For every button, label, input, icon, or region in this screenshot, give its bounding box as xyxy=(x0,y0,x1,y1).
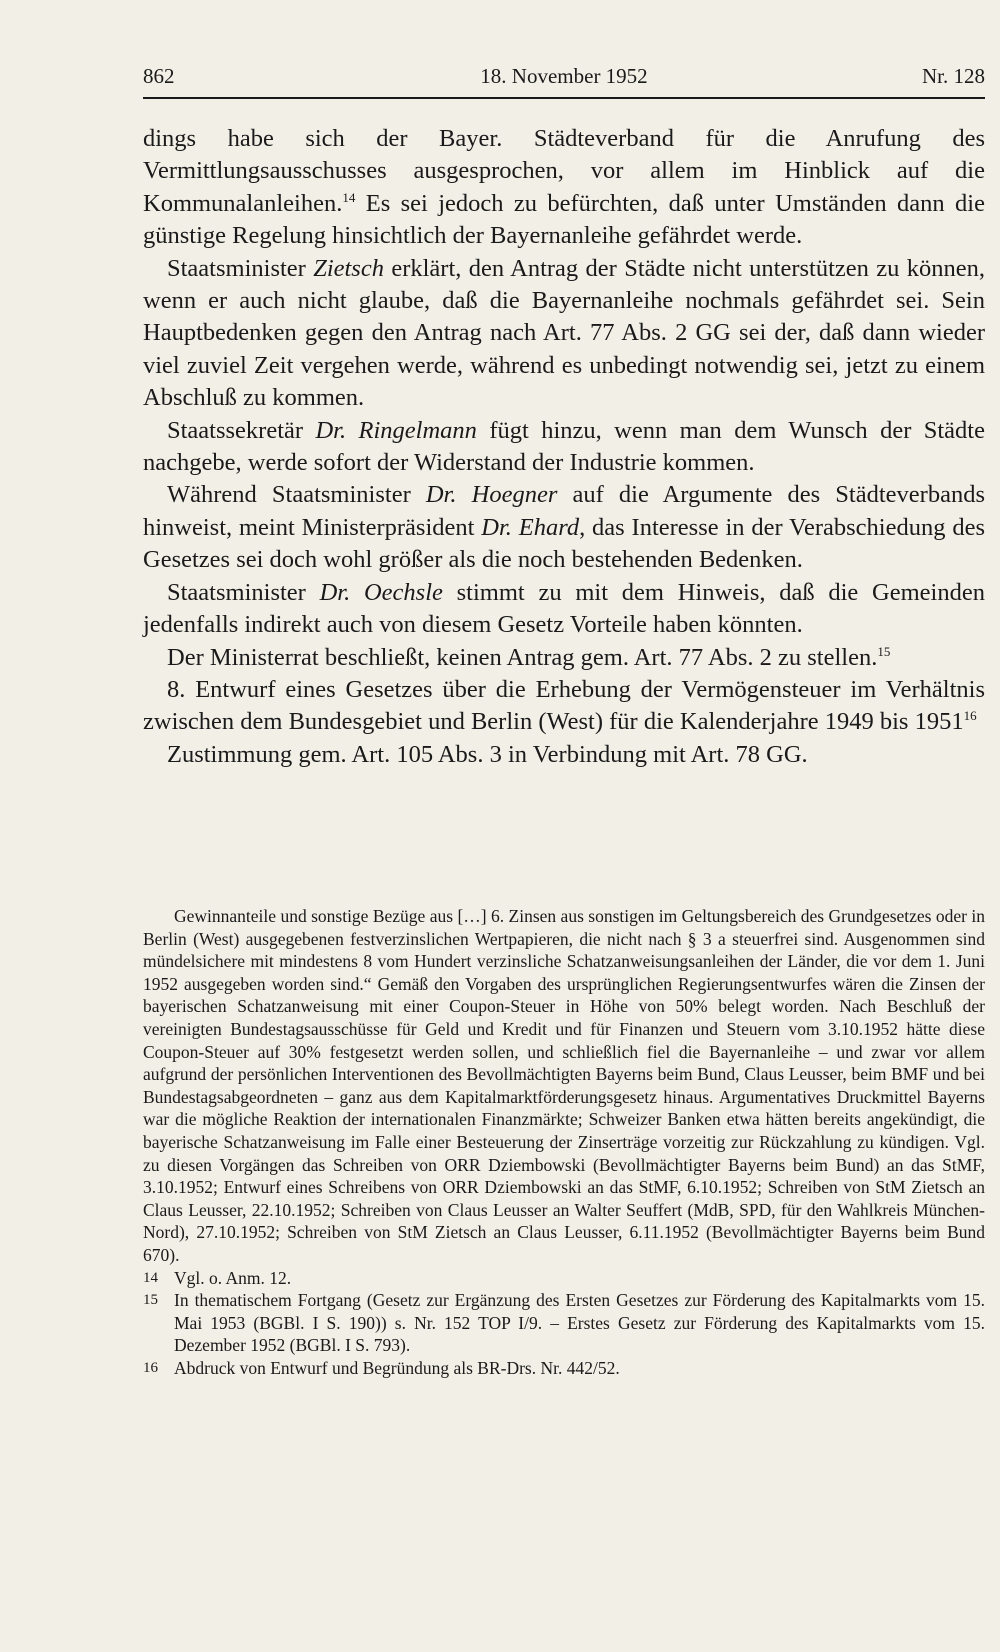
p4-mid: auf die Argumente des Städteverbands hinweist, meint Ministerpräsident xyxy=(143,481,985,541)
decision-text: Zustimmung gem. Art. 105 Abs. 3 in Verbindung mit Art. 78 GG. xyxy=(167,740,808,768)
footnote-ref-15: 15 xyxy=(877,643,891,659)
p4-lead: Während Staatsminister xyxy=(167,481,426,509)
running-header xyxy=(143,60,985,94)
paragraph-hoegner-ehard xyxy=(143,479,985,576)
p5-text: stimmt zu mit dem Hinweis, daß die Gemeinden jedenfalls indirekt auch von diesem Gesetz Vorteile haben könnten. xyxy=(143,578,985,639)
paragraph-continuation xyxy=(143,123,985,253)
footnote-text: Vgl. o. Anm. 12. xyxy=(174,1267,292,1288)
header-rule xyxy=(143,97,985,99)
agenda-item-decision xyxy=(143,739,985,771)
paragraph-ringelmann xyxy=(143,415,985,480)
p2-text: erklärt, den Antrag der Städte nicht unterstützen zu können, wenn er auch nicht glaube, daß die Bayernanleihe nochmals gefährdet sei. Sein Hauptbedenken gegen den Antrag nach Art. 77 Abs. 2 GG sei der, daß dann wieder viel zuviel Zeit vergehen werde, während es unbedingt notwendig sei, jetzt zu einem Abschluß zu kommen. xyxy=(143,254,985,412)
document-number: Nr. 128 xyxy=(922,64,985,88)
p3-lead: Staatssekretär xyxy=(167,416,316,444)
paragraph-oechsle xyxy=(143,577,985,642)
footnote-continuation: Gewinnanteile und sonstige Bezüge aus […] 6. Zinsen aus sonstigen im Geltungsbereich des Grundgesetzes oder in Berlin (West) ausgegebenen festverzinslichen Wertpapieren, die nicht nach § 3 a steuerfrei sind. Ausgenommen sind mündelsichere mit mindestens 8 vom Hundert verzinsliche Schatzanweisungsanleihen der Länder, die vor dem 1. Juni 1952 ausgegeben worden sind.“ Gemäß den Vorgaben des ursprünglichen Regierungsentwurfes wären die Zinsen der bayerischen Schatzanweisung mit einer Coupon-Steuer in Höhe von 50% belegt worden. Nach Beschluß der vereinigten Bundestagsausschüsse für Geld und Kredit und für Finanzen und Steuern vom 3.10.1952 hätte diese Coupon-Steuer auf 30% festgesetzt werden sollen, und schließlich fiel die Bayernanleihe – und zwar vor allem aufgrund der persönlichen Interventionen des Bevollmächtigten Bayerns beim Bund, Claus Leusser, beim BMF und bei Bundestagsabgeordneten – ganz aus dem Kapitalmarktförderungsgesetz hinaus. Argumentatives Druckmittel Bayerns war die mögliche Reaktion der internationalen Finanzmärkte; Schweizer Banken etwa hätten bereits angekündigt, die bayerische Schatzanweisung im Falle einer Besteuerung der Zinserträge vorzeitig zur Rückzahlung zu kündigen. Vgl. zu diesen Vorgängen das Schreiben von ORR Dziembowski (Bevollmächtigter Bayerns beim Bund) an das StMF, 3.10.1952; Entwurf eines Schreibens von ORR Dziembowski an das StMF, 6.10.1952; Schreiben von StM Zietsch an Claus Leusser, 22.10.1952; Schreiben von Claus Leusser an Walter Seuffert (MdB, SPD, für den Wahlkreis München-Nord), 27.10.1952; Schreiben von StM Zietsch an Claus Leusser, 6.11.1952 (Bevollmächtigter Bayerns beim Bund 670). xyxy=(143,906,985,1265)
footnote-14 xyxy=(143,1267,985,1290)
footnote-marker: 16 xyxy=(143,1359,158,1376)
p2-lead: Staatsminister xyxy=(167,254,314,282)
agenda-item-8 xyxy=(143,674,985,739)
footnote-marker: 15 xyxy=(143,1292,158,1309)
speaker-name: Dr. Oechsle xyxy=(319,578,443,606)
speaker-name: Dr. Ringelmann xyxy=(315,416,477,444)
p5-lead: Staatsminister xyxy=(167,578,320,606)
footnote-marker: 14 xyxy=(143,1269,158,1286)
footnote-16 xyxy=(143,1357,985,1380)
resolution-text: Der Ministerrat beschließt, keinen Antrag gem. Art. 77 Abs. 2 zu stellen. xyxy=(167,643,878,671)
footnote-15 xyxy=(143,1289,985,1357)
footnote-ref-16: 16 xyxy=(963,708,977,724)
footnote-text: Abdruck von Entwurf und Begründung als BR-Drs. Nr. 442/52. xyxy=(174,1357,620,1378)
speaker-name: Zietsch xyxy=(313,254,384,282)
footnote-text: In thematischem Fortgang (Gesetz zur Ergänzung des Ersten Gesetzes zur Förderung des Kapitalmarkts vom 15. Mai 1953 (BGBl. I S. 190)) s. Nr. 152 TOP I/9. – Erstes Gesetz zur Förderung des Kapitalmarkts vom 15. Dezember 1952 (BGBl. I S. 793). xyxy=(174,1290,985,1356)
footnotes xyxy=(143,905,985,1379)
main-text xyxy=(143,123,985,771)
paragraph-zietsch xyxy=(143,253,985,415)
header-date: 18. November 1952 xyxy=(480,64,648,88)
p3-text: fügt hinzu, wenn man dem Wunsch der Städte nachgebe, werde sofort der Widerstand der Industrie kommen. xyxy=(143,416,985,477)
speaker-name: Dr. Hoegner xyxy=(425,481,558,509)
p1-text: dings habe sich der Bayer. Städteverband für die Anrufung des Vermittlungsausschusses ausgesprochen, vor allem im Hinblick auf die Kommunalanleihen. xyxy=(143,125,985,217)
resolution xyxy=(143,642,985,674)
page-number: 862 xyxy=(143,64,175,88)
agenda-item-title: 8. Entwurf eines Gesetzes über die Erhebung der Vermögensteuer im Verhältnis zwischen dem Bundesgebiet und Berlin (West) für die Kalenderjahre 1949 bis 1951 xyxy=(143,675,985,736)
p4-text: , das Interesse in der Verabschiedung des Gesetzes sei doch wohl größer als die noch bestehenden Bedenken. xyxy=(143,513,985,574)
p1-text-end: Es sei jedoch zu befürchten, daß unter Umständen dann die günstige Regelung hinsichtlich der Bayernanleihe gefährdet werde. xyxy=(143,189,985,250)
speaker-name: Dr. Ehard xyxy=(481,513,580,541)
footnote-ref-14: 14 xyxy=(342,189,356,205)
